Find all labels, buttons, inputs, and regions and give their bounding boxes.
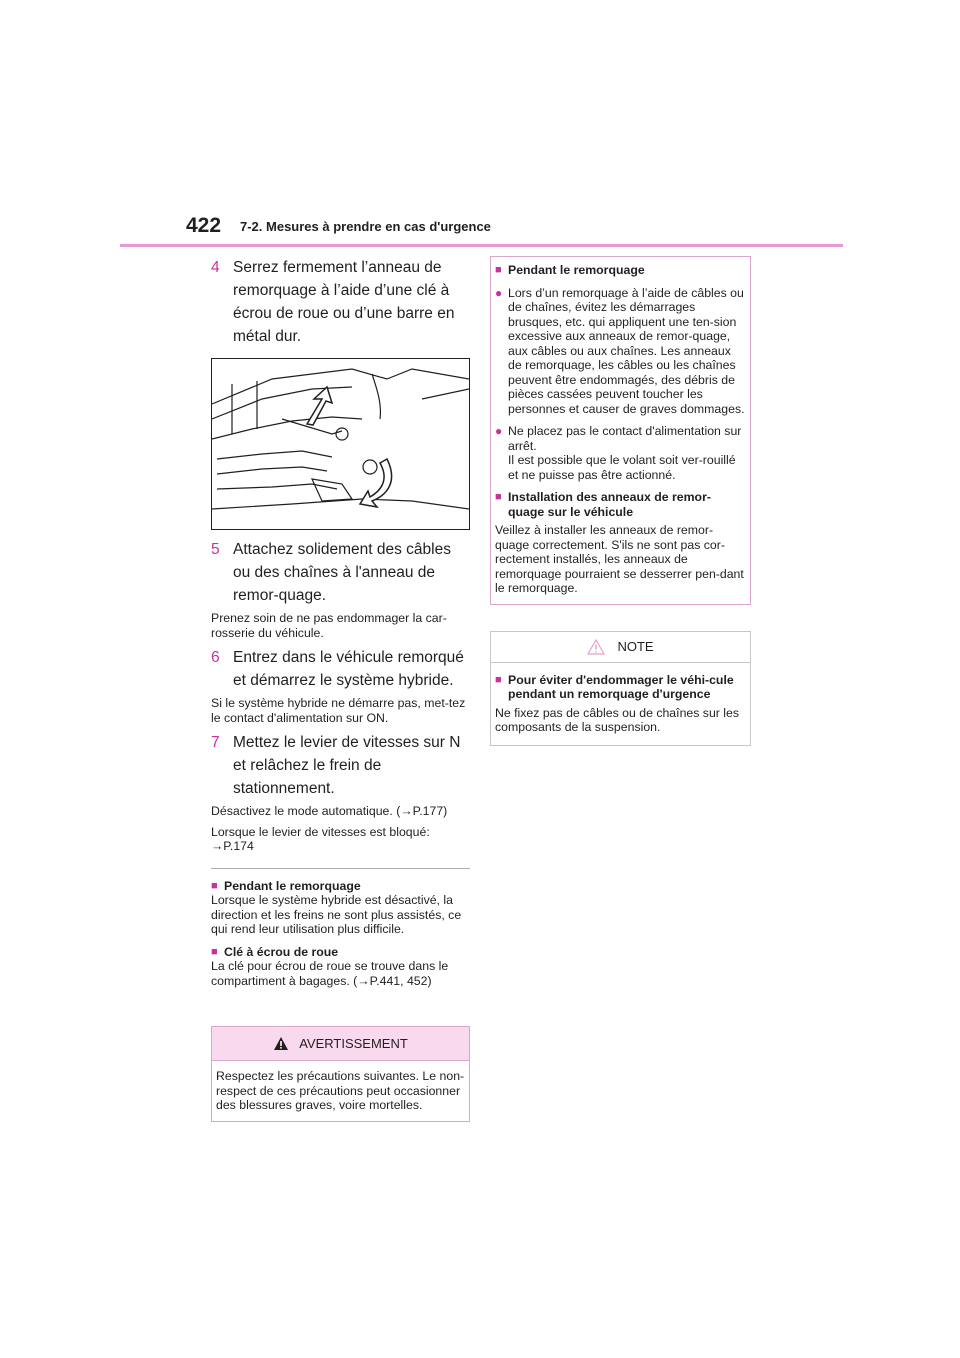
step-number: 4 xyxy=(211,259,220,276)
paragraph: Lorsque le système hybride est désactivé, la direction et les freins ne sont plus assistés, ce qui rend leur utilisation plus difficile. xyxy=(211,893,462,936)
step-number: 5 xyxy=(211,541,220,558)
subheading xyxy=(495,490,746,519)
paragraph: Ne fixez pas de câbles ou de chaînes sur les composants de la suspension. xyxy=(495,705,740,734)
square-bullet-icon: ■ xyxy=(495,673,502,686)
step-note: Désactivez le mode automatique. (→P.177) xyxy=(211,804,448,818)
paragraph: Veillez à installer les anneaux de remor-quage correctement. S'ils ne sont pas cor-rectement installés, les anneaux de remorquage pourraient se desserrer pen-dant le remorquage. xyxy=(495,523,744,595)
subheading-text: Pendant le remorquage xyxy=(224,878,361,893)
note-box xyxy=(490,631,751,746)
right-column xyxy=(490,256,751,746)
round-bullet-icon: ● xyxy=(495,424,503,438)
note-body xyxy=(491,663,750,745)
step-note: Prenez soin de ne pas endommager la car-rosserie du véhicule. xyxy=(211,611,447,640)
step-6 xyxy=(211,646,470,692)
subheading-text: Installation des anneaux de remor-quage sur le véhicule xyxy=(508,490,711,519)
warning-triangle-icon xyxy=(273,1036,289,1051)
caution-triangle-icon xyxy=(587,639,605,655)
square-bullet-icon: ■ xyxy=(211,879,218,892)
left-column xyxy=(211,256,470,1122)
header-rule xyxy=(120,244,843,247)
step-text: Mettez le levier de vitesses sur N et relâchez le frein de stationnement. xyxy=(233,734,461,797)
bullet-item xyxy=(495,286,746,417)
bumper-drawing xyxy=(212,359,469,529)
subheading xyxy=(495,673,746,702)
section-title: 7-2. Mesures à prendre en cas d'urgence xyxy=(240,219,491,234)
step-note: Si le système hybride ne démarre pas, met-tez le contact d'alimentation sur ON. xyxy=(211,696,466,725)
subheading-text: Clé à écrou de roue xyxy=(224,944,339,959)
bullet-line: Il est possible que le volant soit ver-rouillé et ne puisse pas être actionné. xyxy=(508,453,736,482)
square-bullet-icon: ■ xyxy=(495,491,502,503)
step-5 xyxy=(211,538,470,607)
bullet-text: Lors d’un remorquage à l’aide de câbles ou de chaînes, évitez les démarrages brusques, etc. qui appliquent une ten-sion excessive aux anneaux de remor-quage, aux câbles ou aux chaînes. Les anneaux de remorquage, les câbles ou les chaînes peuvent être endommagés, des débris de pièces cassées peuvent toucher les personnes et causer de graves dommages. xyxy=(508,285,745,416)
step-text: Entrez dans le véhicule remorqué et démarrez le système hybride. xyxy=(233,649,464,689)
warning-box xyxy=(211,1026,470,1122)
warning-continuation-box xyxy=(490,256,751,605)
page-number: 422 xyxy=(186,214,222,237)
bullet-line: Ne placez pas le contact d'alimentation sur arrêt. xyxy=(508,424,742,453)
paragraph: La clé pour écrou de roue se trouve dans le compartiment à bagages. (→P.441, 452) xyxy=(211,959,449,988)
square-bullet-icon: ■ xyxy=(211,945,218,958)
subheading xyxy=(211,945,470,960)
bullet-text xyxy=(508,424,746,482)
step-note: Lorsque le levier de vitesses est bloqué: →P.174 xyxy=(211,824,430,853)
warning-title: AVERTISSEMENT xyxy=(299,1036,408,1051)
warning-header xyxy=(212,1027,469,1061)
step-7 xyxy=(211,731,470,800)
bullet-item xyxy=(495,424,746,482)
note-title: NOTE xyxy=(617,639,654,654)
step-text: Serrez fermement l’anneau de remorquage à l’aide d’une clé à écrou de roue ou d’une barre en métal dur. xyxy=(233,259,455,345)
towing-eyelet-illustration xyxy=(211,358,470,530)
square-bullet-icon: ■ xyxy=(495,264,502,276)
step-number: 6 xyxy=(211,649,220,666)
round-bullet-icon: ● xyxy=(495,285,503,300)
step-4 xyxy=(211,256,470,348)
subheading xyxy=(211,879,470,894)
step-number: 7 xyxy=(211,734,220,751)
subheading xyxy=(495,263,746,278)
note-header xyxy=(491,632,750,663)
step-text: Attachez solidement des câbles ou des chaînes à l'anneau de remor-quage. xyxy=(233,541,451,604)
section-divider xyxy=(211,868,470,869)
subheading-text: Pour éviter d'endommager le véhi-cule pendant un remorquage d'urgence xyxy=(508,672,734,701)
warning-text: Respectez les précautions suivantes. Le non-respect de ces précautions peut occasionner des blessures graves, voire mortelles. xyxy=(216,1069,465,1112)
subheading-text: Pendant le remorquage xyxy=(508,263,645,277)
